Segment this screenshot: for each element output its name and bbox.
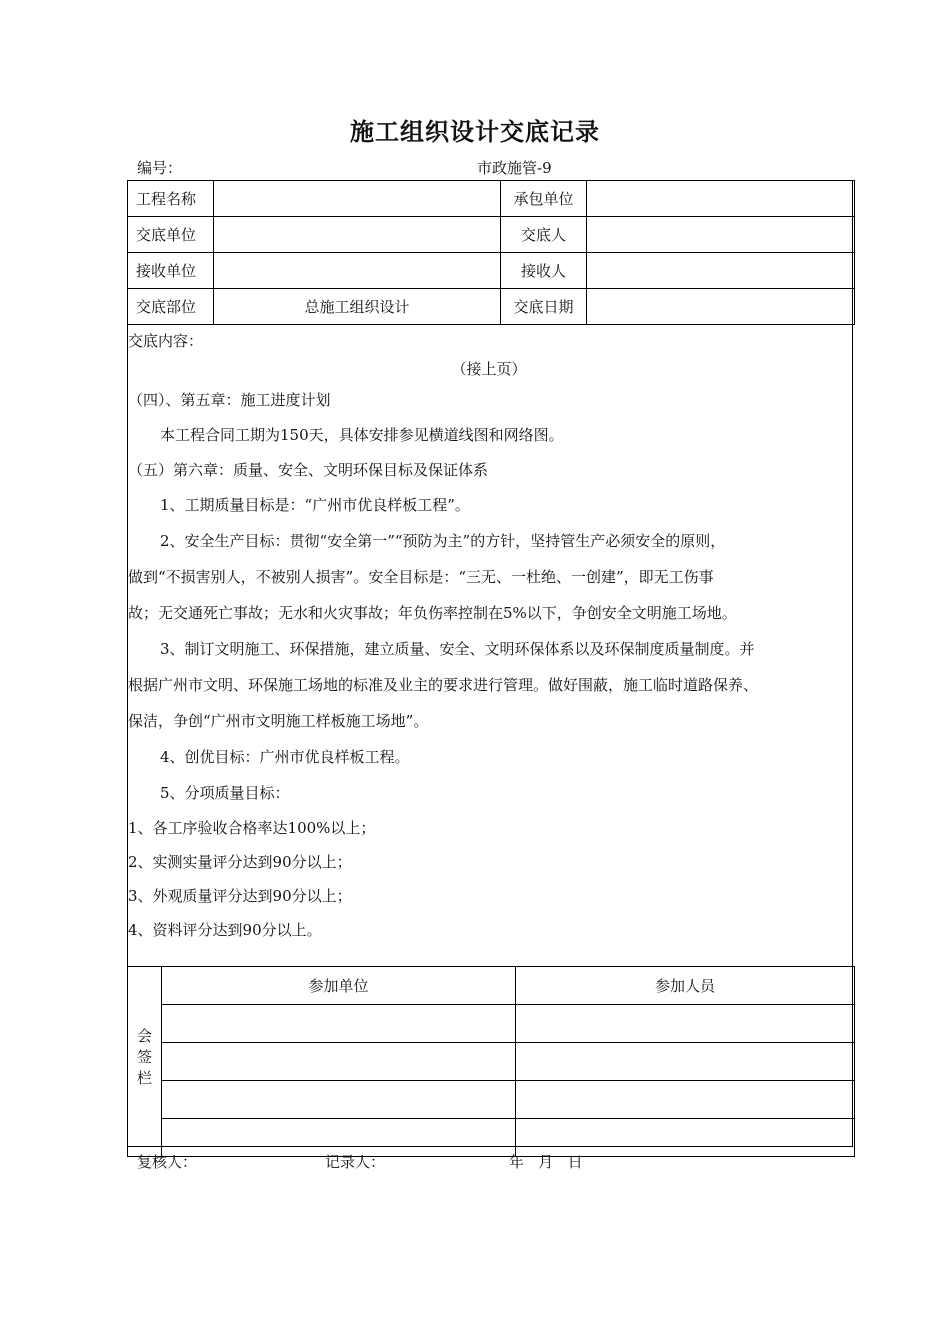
participating-unit-cell[interactable] [162, 1005, 516, 1043]
sub-list-item: 1、各工序验收合格率达100%以上； [128, 819, 376, 837]
briefing-date-label: 交底日期 [501, 289, 587, 325]
content-label: 交底内容： [128, 332, 204, 350]
briefer-value[interactable] [587, 217, 855, 253]
list-item: 1、工期质量目标是：“广州市优良样板工程”。 [160, 496, 470, 514]
sub-list-item: 2、实测实量评分达到90分以上； [128, 853, 352, 871]
info-row [128, 181, 855, 217]
briefing-content [128, 327, 850, 965]
receiving-unit-label: 接收单位 [128, 253, 214, 289]
continued-note: （接上页） [451, 360, 527, 378]
signoff-header-row [128, 967, 855, 1005]
project-name-value[interactable] [214, 181, 501, 217]
list-item: 4、创优目标：广州市优良样板工程。 [160, 748, 410, 766]
contractor-value[interactable] [587, 181, 855, 217]
list-item: 2、安全生产目标：贯彻“安全第一”“预防为主”的方针，坚持管生产必须安全的原则， [160, 532, 726, 550]
reviewer-label: 复核人： [137, 1153, 198, 1171]
recorder-label: 记录人： [325, 1153, 386, 1171]
briefer-label: 交底人 [501, 217, 587, 253]
list-item-continued: 故；无交通死亡事故；无水和火灾事故；年负伤率控制在5%以下，争创安全文明施工场地。 [128, 604, 737, 622]
briefing-part-label: 交底部位 [128, 289, 214, 325]
meta-row [137, 157, 853, 179]
participants-cell[interactable] [516, 1081, 855, 1119]
briefing-unit-value[interactable] [214, 217, 501, 253]
sub-list-item: 3、外观质量评分达到90分以上； [128, 887, 352, 905]
signoff-row [128, 1005, 855, 1043]
participants-cell[interactable] [516, 1005, 855, 1043]
receiving-unit-value[interactable] [214, 253, 501, 289]
info-row [128, 289, 855, 325]
receiver-value[interactable] [587, 253, 855, 289]
form-code: 市政施管-9 [477, 159, 552, 177]
participants-header: 参加人员 [516, 967, 855, 1005]
list-item: 5、分项质量目标： [160, 784, 290, 802]
contractor-label: 承包单位 [501, 181, 587, 217]
briefing-date-value[interactable] [587, 289, 855, 325]
participants-cell[interactable] [516, 1043, 855, 1081]
document-title: 施工组织设计交底记录 [350, 118, 600, 146]
signoff-row [128, 1081, 855, 1119]
participating-unit-cell[interactable] [162, 1043, 516, 1081]
signoff-side-label [128, 967, 162, 1157]
list-item-continued: 做到“不损害别人，不被别人损害”。安全目标是：“三无、一杜绝、一创建”，即无工伤事 [128, 568, 714, 586]
briefing-unit-label: 交底单位 [128, 217, 214, 253]
participating-unit-cell[interactable] [162, 1081, 516, 1119]
signoff-row [128, 1043, 855, 1081]
number-label: 编号： [137, 159, 183, 177]
sub-list-item: 4、资料评分达到90分以上。 [128, 921, 322, 939]
info-table [127, 180, 855, 325]
signoff-table [127, 966, 855, 1157]
list-item-continued: 根据广州市文明、环保施工场地的标准及业主的要求进行管理。做好围蔽，施工临时道路保养、 [128, 676, 759, 694]
paragraph: 本工程合同工期为150天，具体安排参见横道线图和网络图。 [160, 426, 564, 444]
briefing-part-value[interactable]: 总施工组织设计 [214, 289, 501, 325]
info-row [128, 253, 855, 289]
footer-row [137, 1151, 853, 1173]
date-label: 年 月 日 [509, 1153, 583, 1171]
section-heading: （四）、第五章：施工进度计划 [128, 391, 331, 409]
project-name-label: 工程名称 [128, 181, 214, 217]
receiver-label: 接收人 [501, 253, 587, 289]
info-row [128, 217, 855, 253]
signoff-side-text: 会签栏 [135, 1028, 153, 1091]
list-item: 3、制订文明施工、环保措施，建立质量、安全、文明环保体系以及环保制度质量制度。并 [160, 640, 755, 658]
section-heading: （五）第六章：质量、安全、文明环保目标及保证体系 [128, 461, 489, 479]
participating-unit-header: 参加单位 [162, 967, 516, 1005]
list-item-continued: 保洁，争创“广州市文明施工样板施工场地”。 [128, 712, 429, 730]
